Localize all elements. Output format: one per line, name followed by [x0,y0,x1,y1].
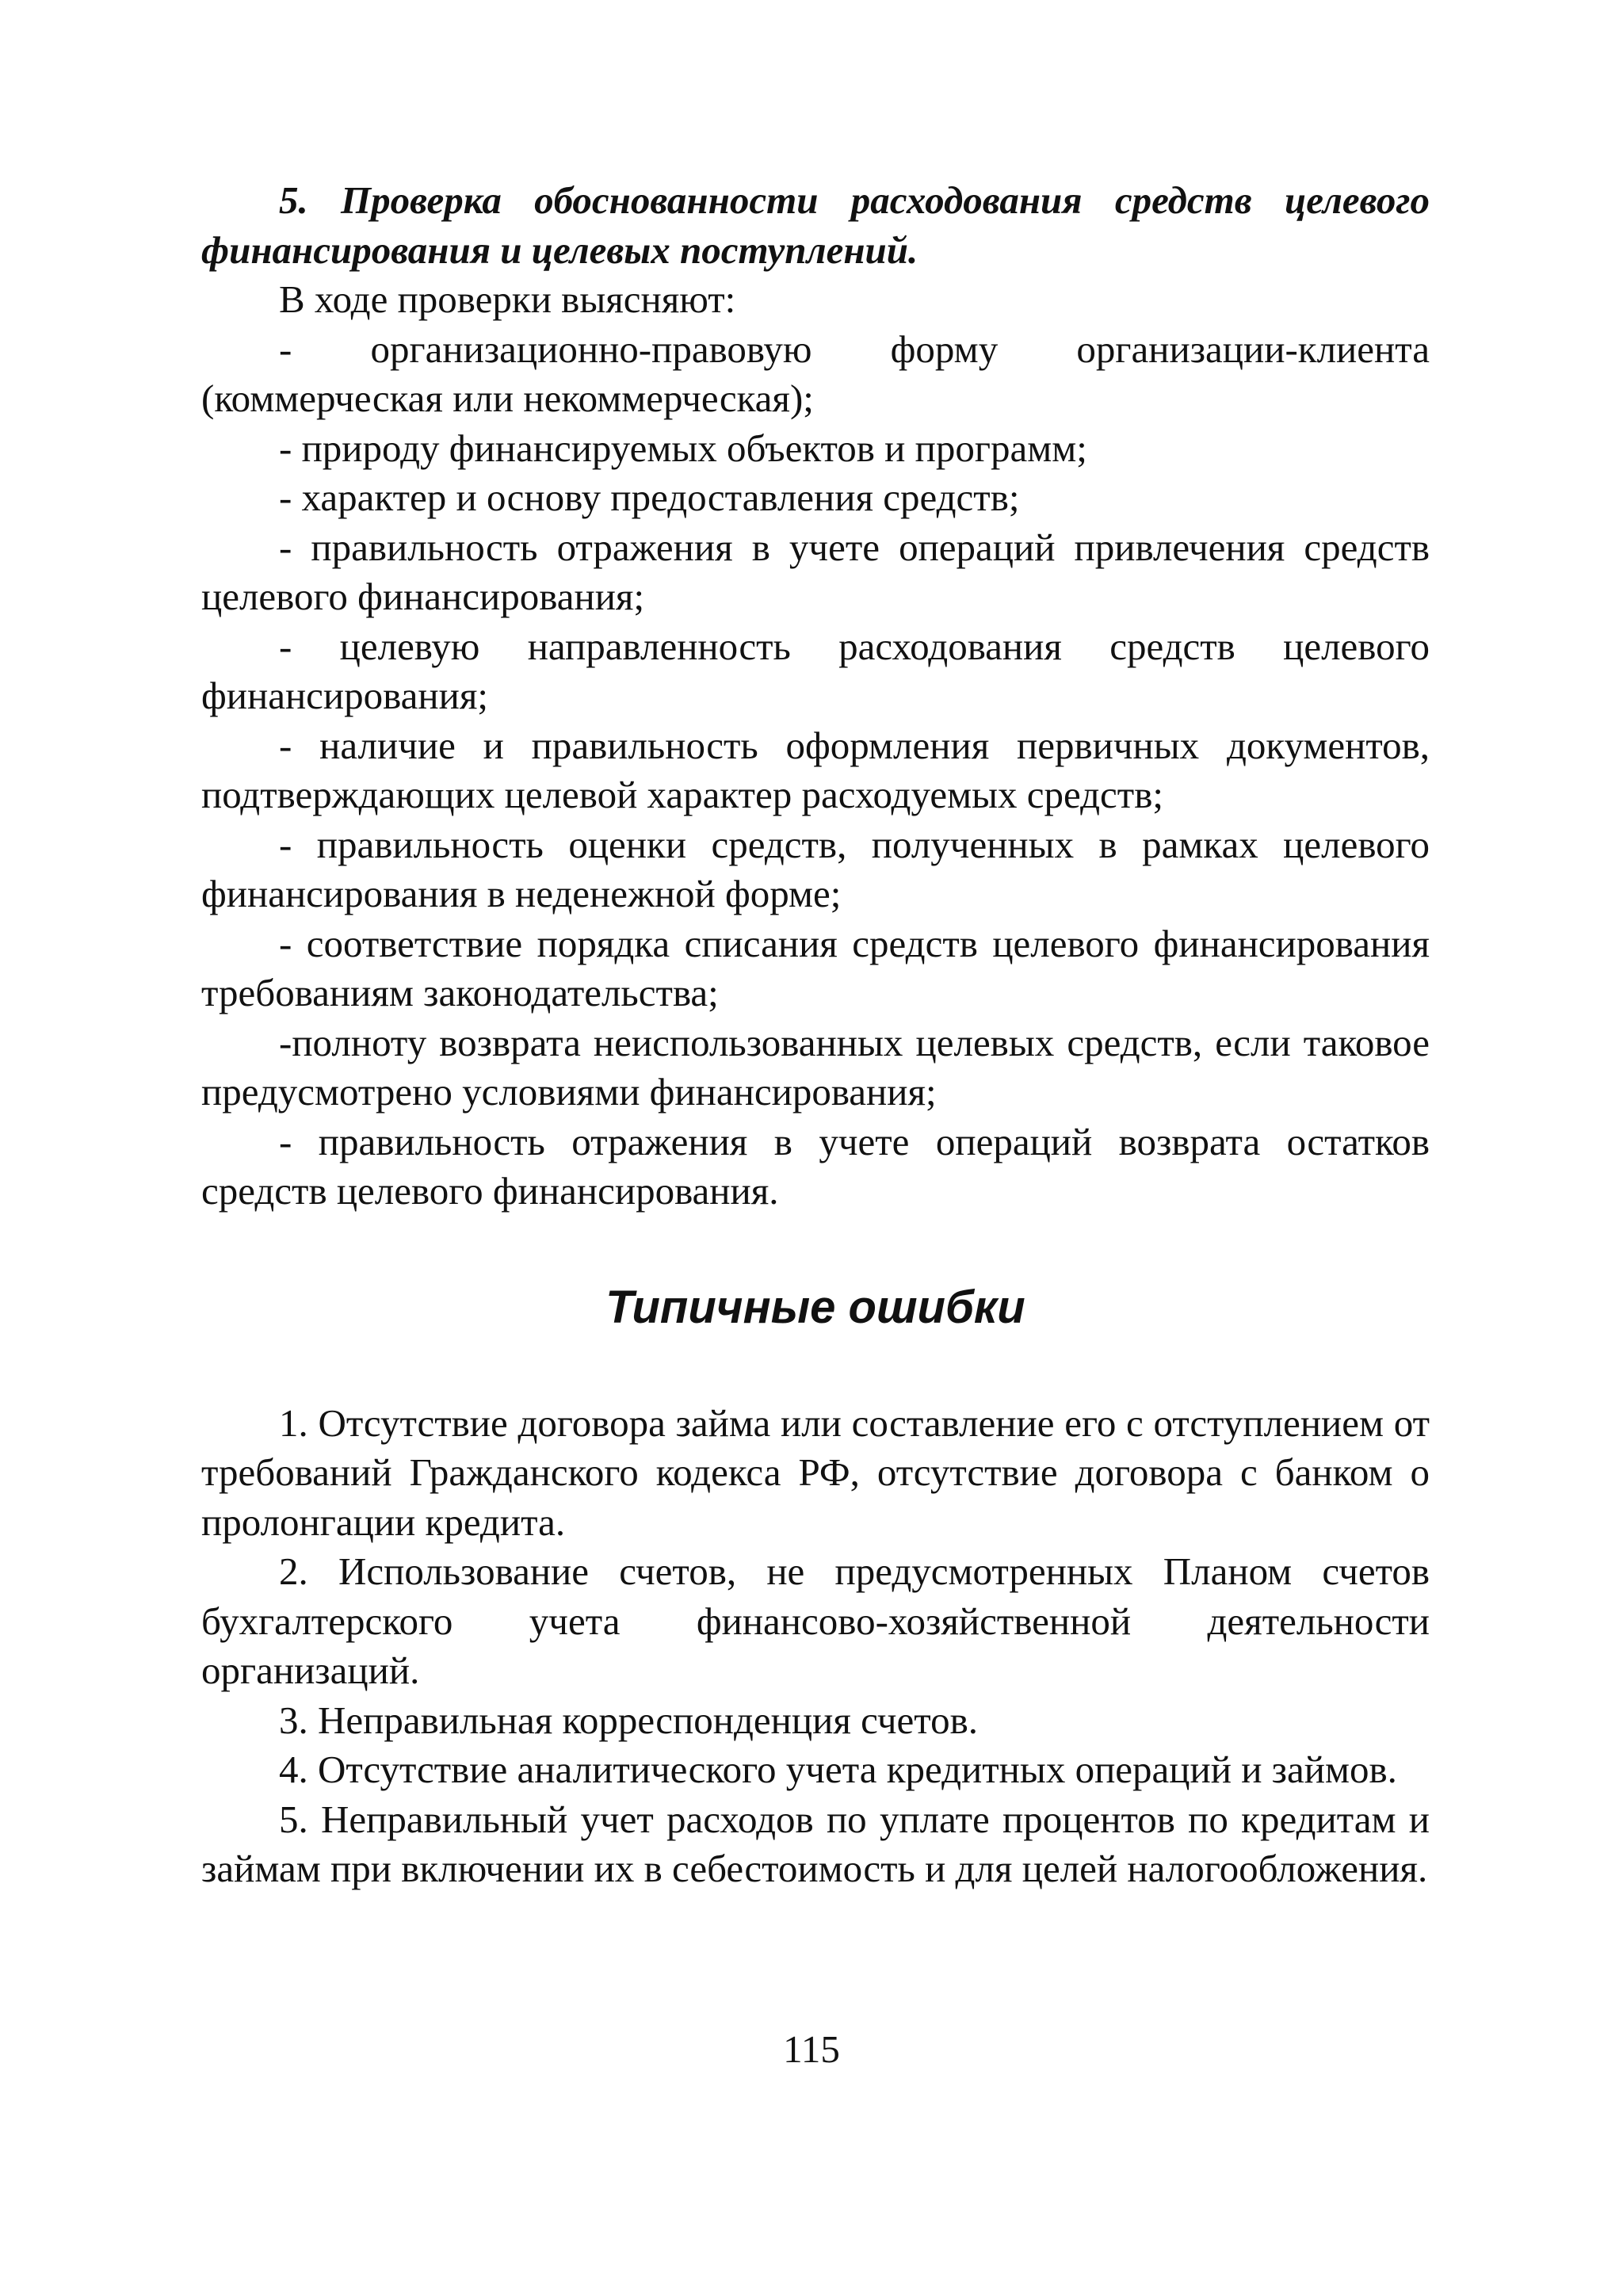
section-title: 5. Проверка обоснованности расходования средств целевого финансирования и целевых поступлений. [201,178,1430,272]
check-list-item: - наличие и правильность оформления первичных документов, подтверждающих целевой характер расходуемых средств; [201,723,1430,816]
errors-heading: Типичные ошибки [605,1281,1025,1333]
section-intro: В ходе проверки выясняют: [279,277,736,321]
check-list-item: - соответствие порядка списания средств целевого финансирования требованиям законодательства; [201,921,1430,1014]
error-item: 1. Отсутствие договора займа или составление его с отступлением от требований Гражданского кодекса РФ, отсутствие договора с банком о пролонгации кредита. [201,1400,1430,1544]
check-list-item: - характер и основу предоставления средств; [279,476,1020,519]
error-item: 3. Неправильная корреспонденция счетов. [279,1698,978,1742]
check-list-item: -полноту возврата неиспользованных целевых средств, если таковое предусмотрено условиями финансирования; [201,1020,1430,1114]
error-item: 2. Использование счетов, не предусмотренных Планом счетов бухгалтерского учета финансово-хозяйственной деятельности организаций. [201,1549,1430,1692]
check-list-item: - природу финансируемых объектов и программ; [279,426,1087,470]
check-list-item: - правильность оценки средств, полученных в рамках целевого финансирования в неденежной форме; [201,822,1430,915]
page-number: 115 [783,2027,840,2071]
check-list-item: - целевую направленность расходования средств целевого финансирования; [201,624,1430,717]
page-content [201,176,1430,1894]
error-item: 4. Отсутствие аналитического учета кредитных операций и займов. [279,1748,1397,1791]
check-list-item: - организационно-правовую форму организации-клиента (коммерческая или некоммерческая); [201,327,1430,420]
check-list-item: - правильность отражения в учете операций привлечения средств целевого финансирования; [201,525,1430,618]
error-item: 5. Неправильный учет расходов по уплате процентов по кредитам и займам при включении их в себестоимость и для целей налогообложения. [201,1797,1430,1890]
check-list-item: - правильность отражения в учете операций возврата остатков средств целевого финансирования. [201,1119,1430,1213]
